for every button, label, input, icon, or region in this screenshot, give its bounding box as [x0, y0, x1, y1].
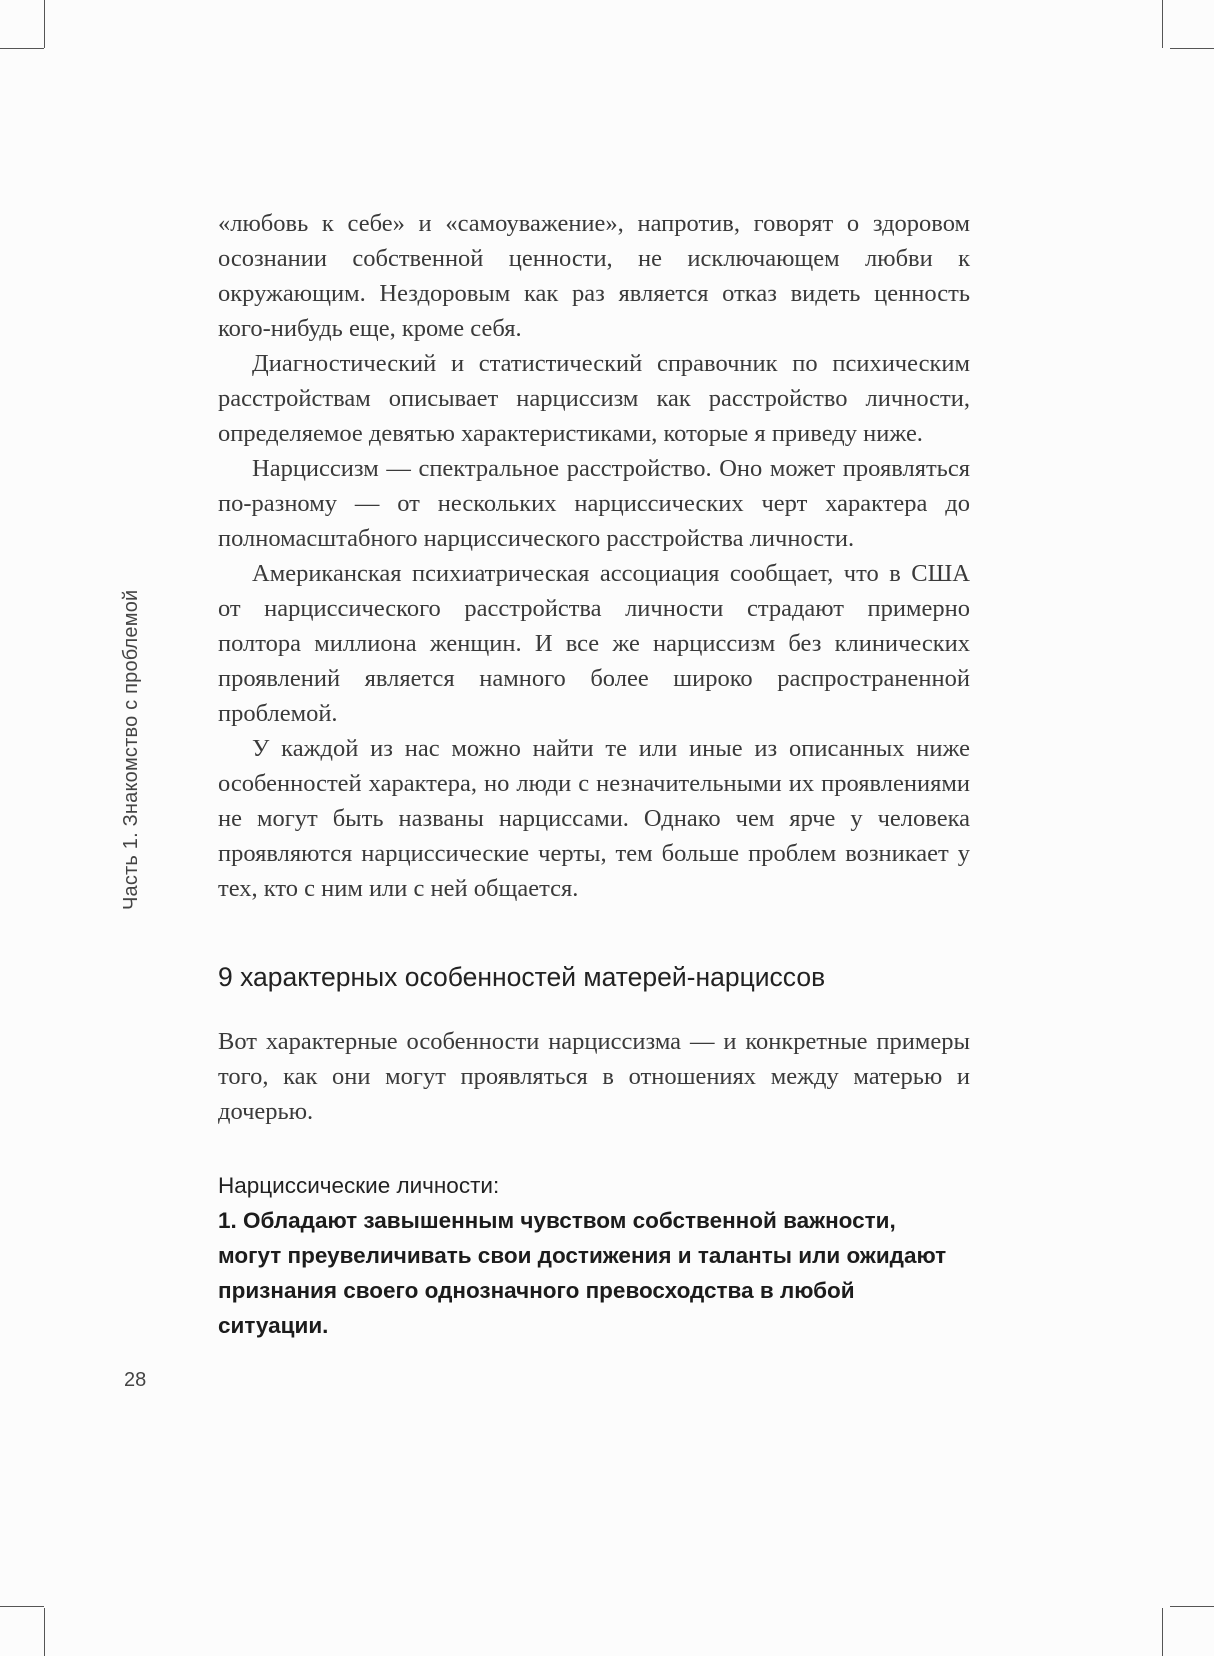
list-item: 1. Обладают завышенным чувством собственной важности, могут преувеличивать свои достижения и таланты или ожидают признания своего однозначного превосходства в любой ситуации.: [218, 1208, 947, 1338]
crop-mark: [44, 1608, 45, 1656]
running-header: Часть 1. Знакомство с проблемой: [120, 589, 142, 910]
crop-mark: [1162, 0, 1163, 48]
body-paragraph: У каждой из нас можно найти те или иные из описанных ниже особенностей характера, но люди с незначительными их проявлениями не могут быть названы нарциссами. Однако чем ярче у человека проявляются нарциссические черты, тем больше проблем возникает у тех, кто с ним или с ней общается.: [218, 735, 970, 902]
crop-mark: [0, 1606, 44, 1607]
body-paragraph: Диагностический и статистический справочник по психическим расстройствам описывает нарциссизм как расстройство личности, определяемое девятью характеристиками, которые я приведу ниже.: [218, 350, 970, 447]
section-heading: 9 характерных особенностей матерей-нарциссов: [218, 962, 826, 992]
list-heading: Нарциссические личности:: [218, 1173, 500, 1198]
body-paragraph: «любовь к себе» и «самоуважение», напротив, говорят о здоровом осознании собственной ценности, не исключающем любви к окружающим. Нездоровым как раз является отказ видеть ценность кого-нибудь еще, кроме себя.: [218, 210, 970, 342]
body-paragraph: Нарциссизм — спектральное расстройство. Оно может проявляться по-разному — от нескольких нарциссических черт характера до полномасштабного нарциссического расстройства личности.: [218, 455, 970, 552]
page-content: [218, 206, 970, 1343]
body-paragraph: Американская психиатрическая ассоциация сообщает, что в США от нарциссического расстройства личности страдают примерно полтора миллиона женщин. И все же нарциссизм без клинических проявлений является намного более широко распространенной проблемой.: [218, 560, 970, 727]
crop-mark: [44, 0, 45, 48]
crop-mark: [1170, 1606, 1214, 1607]
section-intro: Вот характерные особенности нарциссизма — и конкретные примеры того, как они могут проявляться в отношениях между матерью и дочерью.: [218, 1028, 970, 1125]
crop-mark: [1170, 48, 1214, 49]
page-number: 28: [124, 1369, 147, 1391]
crop-mark: [1162, 1608, 1163, 1656]
crop-mark: [0, 48, 44, 49]
